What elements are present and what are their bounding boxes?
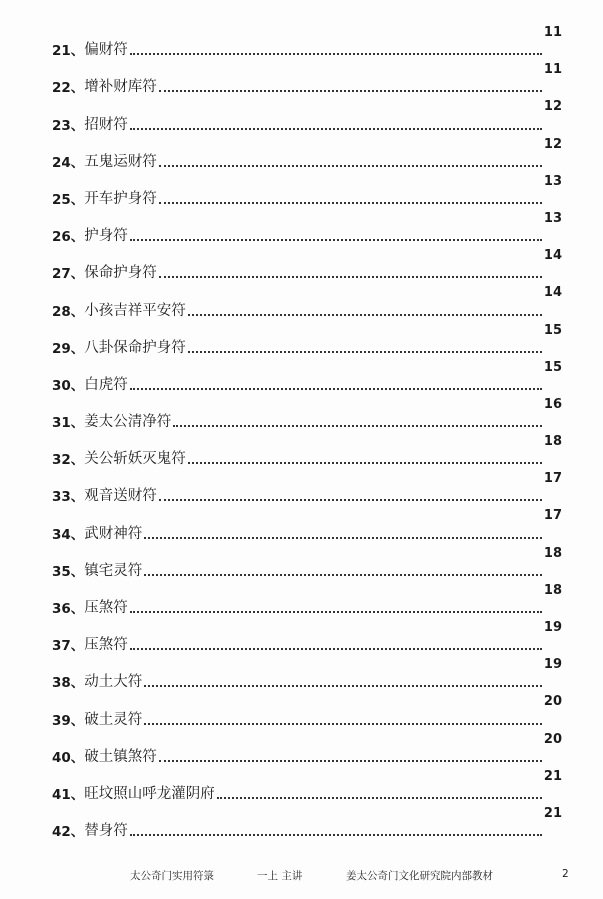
toc-entry-number: 25、 <box>52 191 85 208</box>
toc-entry-title: 破土镇煞符 <box>84 748 157 765</box>
toc-entry-number: 39、 <box>52 712 85 729</box>
toc-entry-number: 29、 <box>52 340 85 357</box>
dot-leader <box>173 425 542 427</box>
dot-leader <box>188 314 542 316</box>
toc-entry-title: 关公斩妖灭鬼符 <box>84 451 186 468</box>
dot-leader <box>159 499 542 501</box>
dot-leader <box>188 462 542 464</box>
toc-entry-title: 破土灵符 <box>84 711 143 728</box>
toc-entry-page: 19 <box>543 620 562 635</box>
toc-entry-number: 24、 <box>52 154 85 171</box>
dot-leader <box>130 128 542 130</box>
toc-entry-title: 八卦保命护身符 <box>84 339 186 356</box>
toc-entry-title: 替身符 <box>84 823 128 840</box>
toc-entry-title: 小孩吉祥平安符 <box>84 302 186 319</box>
toc-entry-page: 19 <box>543 657 562 673</box>
dot-leader <box>130 834 542 836</box>
toc-entry-page: 12 <box>543 99 562 115</box>
toc-entry-title: 招财符 <box>84 116 128 133</box>
toc-entry-page: 12 <box>543 136 562 152</box>
toc-entry-title: 姜太公清净符 <box>84 414 172 431</box>
toc-entry-number: 23、 <box>52 117 85 134</box>
toc-entry-number: 22、 <box>52 80 85 97</box>
toc-entry-title: 偏财符 <box>84 42 128 59</box>
toc-entry-title: 动土大符 <box>84 674 143 691</box>
toc-entry-number: 34、 <box>52 526 85 543</box>
dot-leader <box>159 202 542 204</box>
toc-entry-number: 37、 <box>52 638 85 655</box>
toc-entry-page: 11 <box>543 62 562 78</box>
toc-entry-page: 15 <box>543 359 562 375</box>
toc-entry <box>52 282 562 319</box>
toc-entry-title: 压煞符 <box>84 600 128 616</box>
toc-entry-number: 35、 <box>52 563 85 580</box>
toc-entry <box>52 431 562 468</box>
toc-entry <box>52 654 562 691</box>
dot-leader <box>130 648 542 650</box>
toc-entry <box>52 691 562 728</box>
toc-entry-page: 15 <box>543 322 562 338</box>
toc-entry-page: 13 <box>543 210 562 226</box>
toc-entry-title: 观音送财符 <box>84 488 157 505</box>
toc-entry <box>52 729 562 766</box>
toc-entry-title: 镇宅灵符 <box>84 562 143 579</box>
toc-entry <box>52 617 562 654</box>
toc-entry <box>52 134 562 171</box>
dot-leader <box>130 611 542 613</box>
toc-entry-number: 38、 <box>52 675 85 692</box>
toc-entry <box>52 171 562 208</box>
dot-leader <box>130 388 542 390</box>
toc-entry <box>52 394 562 431</box>
table-of-contents <box>52 22 562 840</box>
dot-leader <box>159 165 542 167</box>
toc-entry-number: 31、 <box>52 415 85 432</box>
toc-entry <box>52 59 562 96</box>
dot-leader <box>159 90 542 92</box>
footer-page-number: 2 <box>562 868 569 880</box>
toc-entry <box>52 505 562 542</box>
dot-leader <box>217 797 542 799</box>
toc-entry-page: 14 <box>543 285 562 301</box>
toc-entry <box>52 96 562 133</box>
toc-entry-title: 增补财库符 <box>84 79 157 96</box>
toc-entry-title: 旺坟照山呼龙灌阴府 <box>84 785 215 802</box>
toc-entry-page: 20 <box>543 694 562 710</box>
toc-entry <box>52 245 562 282</box>
toc-entry-number: 33、 <box>52 489 85 506</box>
dot-leader <box>159 276 542 278</box>
footer-lecturer: 一上 主讲 <box>257 870 303 882</box>
toc-entry-title: 压煞符 <box>84 637 128 654</box>
toc-entry <box>52 766 562 803</box>
toc-entry-number: 30、 <box>52 377 85 394</box>
toc-entry-page: 18 <box>543 545 562 561</box>
toc-entry <box>52 468 562 505</box>
dot-leader <box>144 574 542 576</box>
toc-entry-page: 21 <box>543 768 562 784</box>
toc-entry <box>52 357 562 394</box>
toc-entry-number: 42、 <box>52 824 85 841</box>
toc-entry-number: 27、 <box>52 266 85 283</box>
toc-entry-page: 20 <box>543 731 562 747</box>
dot-leader <box>144 723 542 725</box>
toc-entry-page: 17 <box>543 508 562 524</box>
toc-entry <box>52 580 562 617</box>
toc-entry-title: 护身符 <box>84 228 128 245</box>
toc-entry-number: 41、 <box>52 786 85 803</box>
toc-entry-page: 18 <box>543 434 562 450</box>
toc-entry-page: 18 <box>543 582 562 598</box>
dot-leader <box>188 351 542 353</box>
footer-book-title: 太公奇门实用符箓 <box>130 870 214 882</box>
toc-entry-page: 17 <box>543 471 562 487</box>
toc-entry-page: 13 <box>543 173 562 189</box>
toc-entry <box>52 320 562 357</box>
toc-entry <box>52 543 562 580</box>
dot-leader <box>144 685 542 687</box>
toc-entry <box>52 22 562 59</box>
toc-entry-number: 36、 <box>52 601 85 617</box>
toc-entry-number: 21、 <box>52 43 85 60</box>
toc-entry-number: 40、 <box>52 749 85 766</box>
toc-entry <box>52 208 562 245</box>
toc-entry <box>52 803 562 840</box>
toc-entry-page: 14 <box>543 248 562 264</box>
footer-institute: 姜太公奇门文化研究院内部教材 <box>346 870 493 882</box>
toc-entry-page: 16 <box>543 396 562 412</box>
dot-leader <box>130 239 542 241</box>
toc-entry-number: 28、 <box>52 303 85 320</box>
toc-entry-page: 21 <box>543 805 562 821</box>
dot-leader <box>159 760 542 762</box>
toc-entry-title: 开车护身符 <box>84 190 157 207</box>
toc-entry-title: 武财神符 <box>84 525 143 542</box>
dot-leader <box>144 537 542 539</box>
dot-leader <box>130 53 542 55</box>
toc-entry-title: 白虎符 <box>84 376 128 393</box>
toc-entry-title: 五鬼运财符 <box>84 153 157 170</box>
toc-entry-number: 26、 <box>52 229 85 246</box>
toc-entry-page: 11 <box>543 25 562 40</box>
toc-entry-number: 32、 <box>52 452 85 469</box>
toc-entry-title: 保命护身符 <box>84 265 157 282</box>
